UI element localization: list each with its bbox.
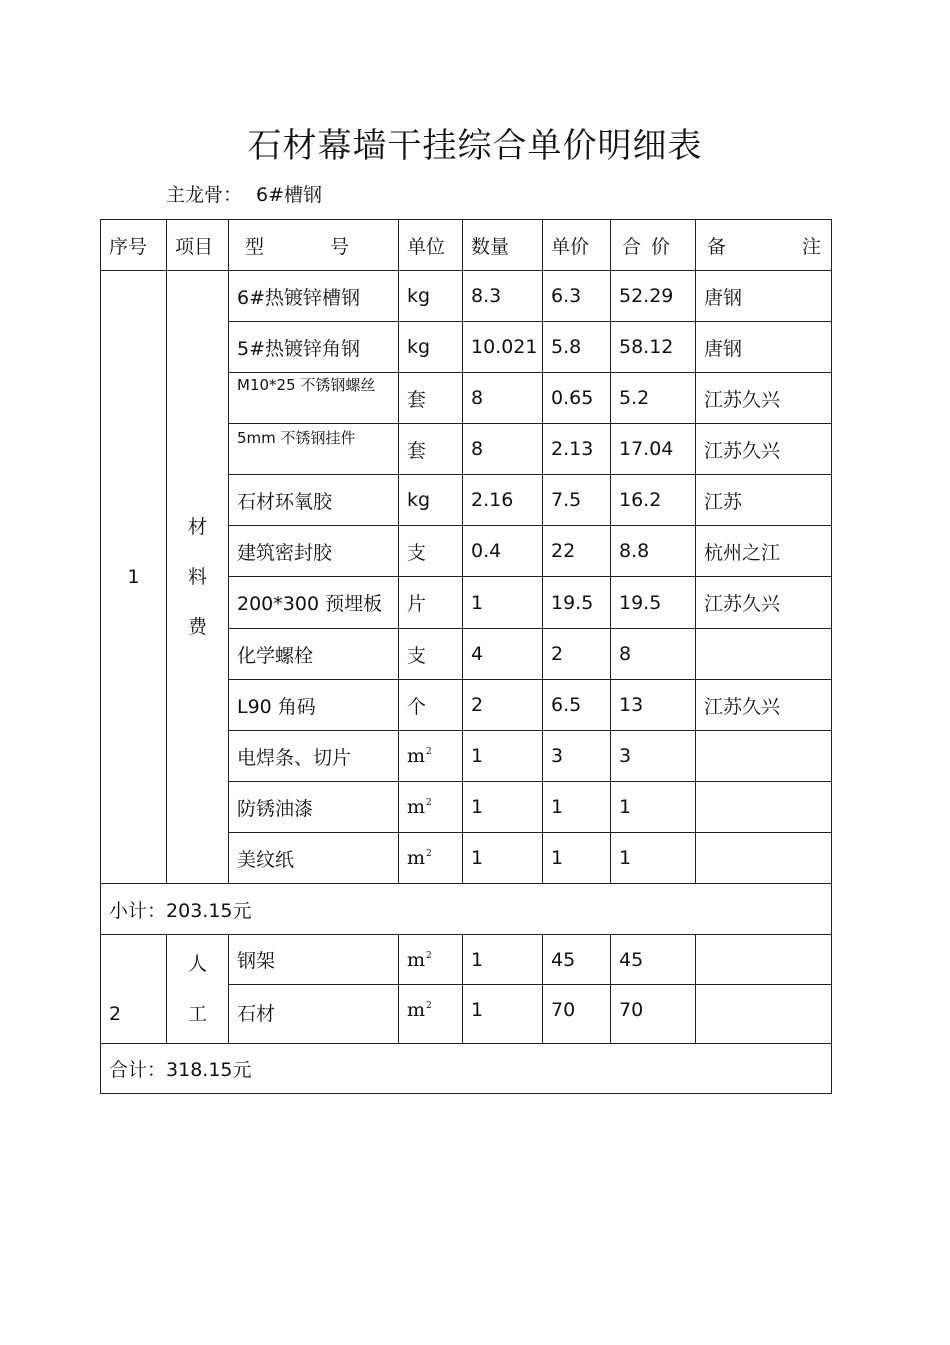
cell-price: 5.8	[543, 322, 611, 373]
cell-total: 3	[611, 731, 696, 782]
cell-price: 2.13	[543, 424, 611, 475]
subtitle	[166, 180, 322, 207]
cell-model: 石材环氧胶	[229, 475, 399, 526]
unit-superscript: 2	[426, 849, 432, 859]
cell-remark: 江苏	[696, 475, 832, 526]
cell-model: 200*300 预埋板	[229, 577, 399, 629]
cell-unit: kg	[399, 271, 463, 322]
cell-total: 1	[611, 833, 696, 884]
cell-unit: 个	[399, 680, 463, 731]
group2-item-char: 人	[187, 953, 207, 975]
cell-total: 16.2	[611, 475, 696, 526]
cell-remark: 唐钢	[696, 322, 832, 373]
table-row	[101, 271, 832, 322]
cell-unit: 支	[399, 526, 463, 577]
cell-total: 1	[611, 782, 696, 833]
cell-total: 58.12	[611, 322, 696, 373]
unit-superscript: 2	[426, 798, 432, 808]
cell-model: L90 角码	[229, 680, 399, 731]
unit-superscript: 2	[426, 1001, 432, 1011]
cell-price: 6.5	[543, 680, 611, 731]
total-row	[101, 1044, 832, 1094]
cell-qty: 2	[463, 680, 543, 731]
cell-qty: 1	[463, 782, 543, 833]
group1-item	[167, 271, 229, 884]
cell-remark: 江苏久兴	[696, 680, 832, 731]
subtotal-row	[101, 884, 832, 935]
cell-unit: 套	[399, 424, 463, 475]
cell-price: 22	[543, 526, 611, 577]
unit-text: m	[407, 796, 426, 818]
cell-model: M10*25 不锈钢螺丝	[229, 373, 399, 424]
group1-item-char: 料	[187, 566, 207, 588]
subtitle-label: 主龙骨：	[166, 184, 243, 206]
cell-remark: 江苏久兴	[696, 373, 832, 424]
cell-price: 2	[543, 629, 611, 680]
cell-qty: 1	[463, 985, 543, 1044]
unit-text: m	[407, 847, 426, 869]
cell-remark	[696, 782, 832, 833]
cell-model: 钢架	[229, 935, 399, 985]
cell-total: 70	[611, 985, 696, 1044]
subtitle-value: 6#槽钢	[256, 184, 323, 206]
total-value: 318.15元	[166, 1059, 252, 1081]
cell-price: 3	[543, 731, 611, 782]
cell-qty: 4	[463, 629, 543, 680]
cell-unit: 支	[399, 629, 463, 680]
cell-unit	[399, 833, 463, 884]
cell-qty: 8	[463, 424, 543, 475]
header-row	[101, 220, 832, 271]
cell-model: 电焊条、切片	[229, 731, 399, 782]
cell-remark: 杭州之江	[696, 526, 832, 577]
cell-remark	[696, 985, 832, 1044]
cell-model: 5mm 不锈钢挂件	[229, 424, 399, 475]
unit-superscript: 2	[426, 950, 432, 961]
cell-total: 13	[611, 680, 696, 731]
cell-unit: 套	[399, 373, 463, 424]
cell-price: 6.3	[543, 271, 611, 322]
cell-qty: 0.4	[463, 526, 543, 577]
cell-total: 19.5	[611, 577, 696, 629]
document-title: 石材幕墙干挂综合单价明细表	[247, 126, 703, 166]
cell-total: 5.2	[611, 373, 696, 424]
subtotal-cell	[101, 884, 832, 935]
cell-model: 防锈油漆	[229, 782, 399, 833]
total-cell	[101, 1044, 832, 1094]
cell-model: 6#热镀锌槽钢	[229, 271, 399, 322]
cell-price: 7.5	[543, 475, 611, 526]
total-label: 合计：	[109, 1059, 167, 1081]
subtotal-value: 203.15元	[166, 899, 252, 922]
cell-qty: 8.3	[463, 271, 543, 322]
cell-remark	[696, 935, 832, 985]
header-model-b: 号	[330, 235, 350, 258]
price-detail-table	[100, 219, 832, 1094]
cell-unit	[399, 782, 463, 833]
unit-text: m	[407, 948, 426, 971]
cell-qty: 1	[463, 731, 543, 782]
cell-total: 8	[611, 629, 696, 680]
cell-unit	[399, 935, 463, 985]
cell-unit	[399, 731, 463, 782]
cell-remark: 江苏久兴	[696, 424, 832, 475]
unit-text: m	[407, 745, 426, 767]
cell-total: 45	[611, 935, 696, 985]
header-item: 项目	[167, 220, 229, 271]
header-model	[229, 220, 399, 271]
group1-seq: 1	[101, 271, 167, 884]
cell-model: 化学螺栓	[229, 629, 399, 680]
cell-qty: 8	[463, 373, 543, 424]
cell-remark	[696, 629, 832, 680]
header-model-a: 型	[245, 235, 265, 258]
cell-model: 石材	[229, 985, 399, 1044]
cell-remark	[696, 731, 832, 782]
cell-remark: 唐钢	[696, 271, 832, 322]
unit-text: m	[407, 999, 426, 1021]
cell-qty: 10.021	[463, 322, 543, 373]
cell-total: 52.29	[611, 271, 696, 322]
cell-price: 19.5	[543, 577, 611, 629]
group2-item-char: 工	[187, 1003, 207, 1025]
cell-price: 70	[543, 985, 611, 1044]
cell-total: 17.04	[611, 424, 696, 475]
header-total-b: 价	[651, 235, 671, 258]
header-total	[611, 220, 696, 271]
header-qty: 数量	[463, 220, 543, 271]
table-row	[101, 935, 832, 985]
cell-model: 建筑密封胶	[229, 526, 399, 577]
header-remark	[696, 220, 832, 271]
header-seq: 序号	[101, 220, 167, 271]
cell-remark	[696, 833, 832, 884]
group2-item	[167, 935, 229, 1044]
cell-price: 0.65	[543, 373, 611, 424]
group2-seq: 2	[101, 935, 167, 1044]
header-remark-b: 注	[802, 235, 822, 258]
cell-qty: 1	[463, 577, 543, 629]
cell-model: 美纹纸	[229, 833, 399, 884]
header-unit: 单位	[399, 220, 463, 271]
cell-unit: 片	[399, 577, 463, 629]
cell-price: 1	[543, 782, 611, 833]
header-price: 单价	[543, 220, 611, 271]
cell-total: 8.8	[611, 526, 696, 577]
cell-price: 45	[543, 935, 611, 985]
cell-qty: 2.16	[463, 475, 543, 526]
cell-unit	[399, 985, 463, 1044]
cell-qty: 1	[463, 935, 543, 985]
unit-superscript: 2	[426, 747, 432, 757]
header-remark-a: 备	[707, 235, 727, 258]
group1-item-char: 费	[187, 616, 207, 638]
cell-remark: 江苏久兴	[696, 577, 832, 629]
cell-model: 5#热镀锌角钢	[229, 322, 399, 373]
cell-qty: 1	[463, 833, 543, 884]
cell-unit: kg	[399, 475, 463, 526]
header-total-a: 合	[622, 235, 642, 258]
subtotal-label: 小计：	[109, 899, 167, 922]
group1-item-char: 材	[187, 516, 207, 538]
cell-unit: kg	[399, 322, 463, 373]
cell-price: 1	[543, 833, 611, 884]
